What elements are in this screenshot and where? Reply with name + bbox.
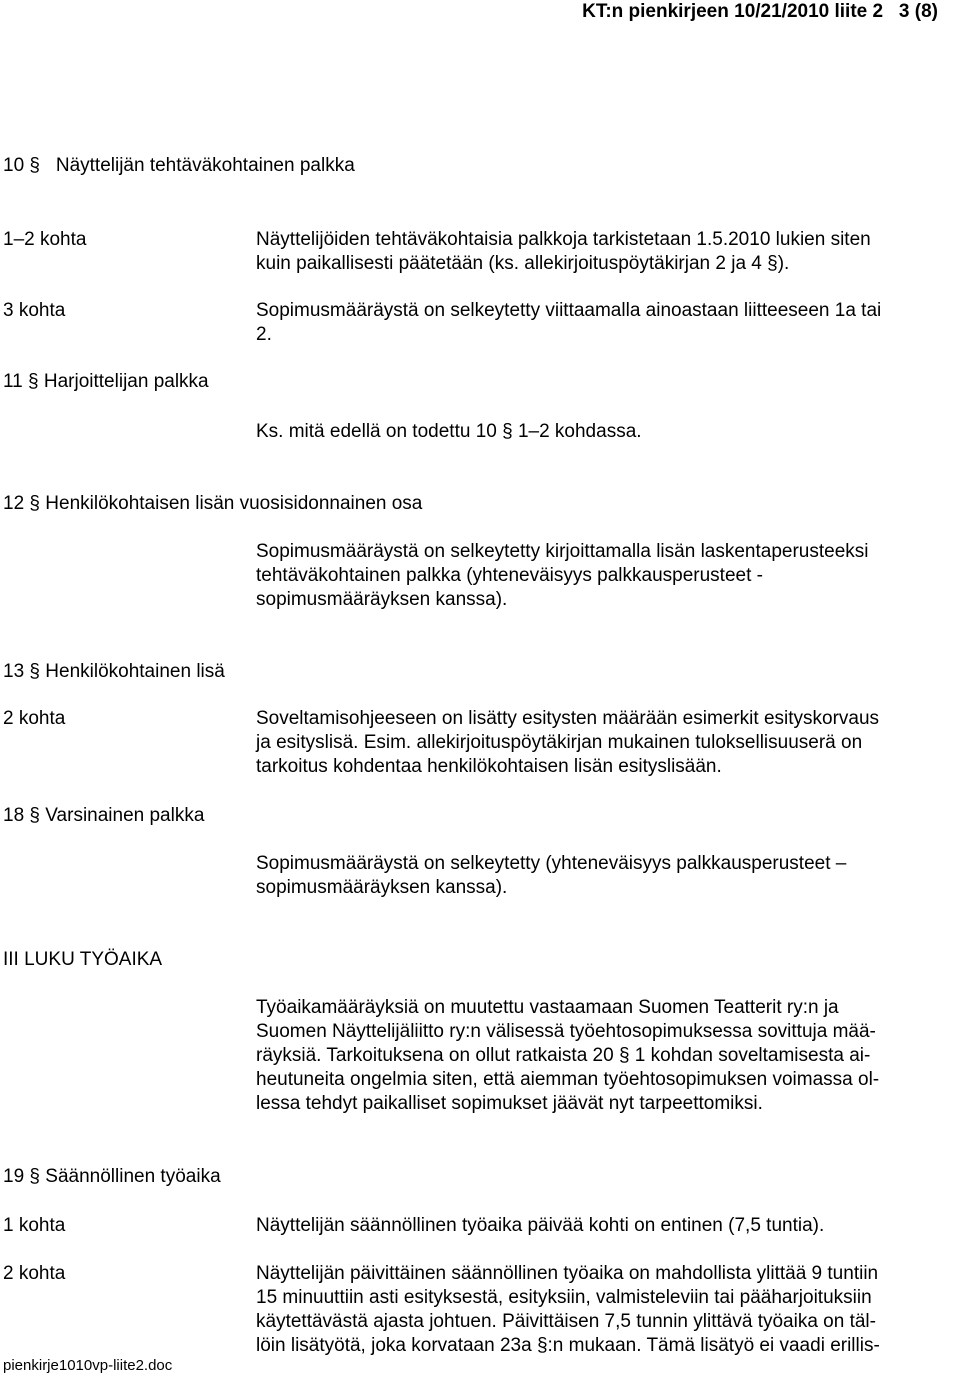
section-10-heading: 10 § Näyttelijän tehtäväkohtainen palkka — [3, 155, 355, 176]
document-title: KT:n pienkirjeen 10/21/2010 liite 2 — [582, 1, 884, 22]
section-12-heading: 12 § Henkilökohtaisen lisän vuosisidonnainen osa — [3, 493, 423, 514]
footer-filename: pienkirje1010vp-liite2.doc — [3, 1357, 173, 1374]
section-symbol: § — [29, 1166, 40, 1187]
item-label: 3 kohta — [3, 300, 66, 321]
page-number: 3 (8) — [898, 1, 938, 22]
paragraph: Työaikamääräyksiä on muutettu vastaamaan Suomen Teatterit ry:n ja Suomen Näyttelijäliitto ry:n välisessä työehtosopimuksessa sovittuja mää- räyksiä. Tarkoituksena on ollut ratkaista 20 § 1 kohdan soveltamisesta ai- heutuneita ongelmia siten, että aiemman työehtosopimuksen voimassa ol- lessa tehdyt paikalliset sopimukset jäävät nyt tarpeettomiksi. — [256, 997, 880, 1114]
paragraph: Näyttelijöiden tehtäväkohtaisia palkkoja tarkistetaan 1.5.2010 lukien siten kuin paikallisesti päätetään (ks. allekirjoituspöytäkirjan 2 ja 4 §). — [256, 229, 871, 274]
section-symbol: § — [29, 493, 40, 514]
section-symbol: § — [29, 661, 40, 682]
section-11-heading: 11 § Harjoittelijan palkka — [3, 371, 209, 392]
paragraph: Sopimusmääräystä on selkeytetty (yhteneväisyys palkkausperusteet – sopimusmääräyksen kanssa). — [256, 853, 847, 898]
item-label: 1 kohta — [3, 1215, 66, 1236]
chapter-heading: III LUKU TYÖAIKA — [3, 949, 163, 970]
section-symbol: § — [29, 155, 40, 176]
section-18-heading: 18 § Varsinainen palkka — [3, 805, 205, 826]
paragraph: Soveltamisohjeeseen on lisätty esitysten määrään esimerkit esityskorvaus ja esityslisä. Esim. allekirjoituspöytäkirjan mukainen tuloksellisuuserä on tarkoitus kohdentaa henkilökohtaisen lisän esityslisään. — [256, 708, 880, 777]
item-label: 1–2 kohta — [3, 229, 87, 250]
section-symbol: § — [29, 805, 40, 826]
section-13-heading: 13 § Henkilökohtainen lisä — [3, 661, 225, 682]
section-symbol: § — [28, 371, 39, 392]
paragraph: Ks. mitä edellä on todettu 10 § 1–2 kohdassa. — [256, 421, 642, 442]
page-header — [582, 0, 938, 24]
paragraph: Sopimusmääräystä on selkeytetty viittaamalla ainoastaan liitteeseen 1a tai 2. — [256, 300, 882, 345]
item-label: 2 kohta — [3, 1263, 66, 1284]
item-label: 2 kohta — [3, 708, 66, 729]
paragraph: Sopimusmääräystä on selkeytetty kirjoittamalla lisän laskentaperusteeksi tehtäväkohtainen palkka (yhteneväisyys palkkausperusteet - sopimusmääräyksen kanssa). — [256, 541, 869, 610]
paragraph: Näyttelijän säännöllinen työaika päivää kohti on entinen (7,5 tuntia). — [256, 1215, 825, 1236]
section-19-heading: 19 § Säännöllinen työaika — [3, 1166, 221, 1187]
paragraph: Näyttelijän päivittäinen säännöllinen työaika on mahdollista ylittää 9 tuntiin 15 minuuttiin asti esityksestä, esityksiin, valmisteleviin tai pääharjoituksiin käytettävästä ajasta johtuen. Päivittäisen 7,5 tunnin ylittävä työaika on täl- löin lisätyötä, joka korvataan 23a §:n mukaan. Tämä lisätyö ei vaadi erillis- — [256, 1263, 880, 1356]
